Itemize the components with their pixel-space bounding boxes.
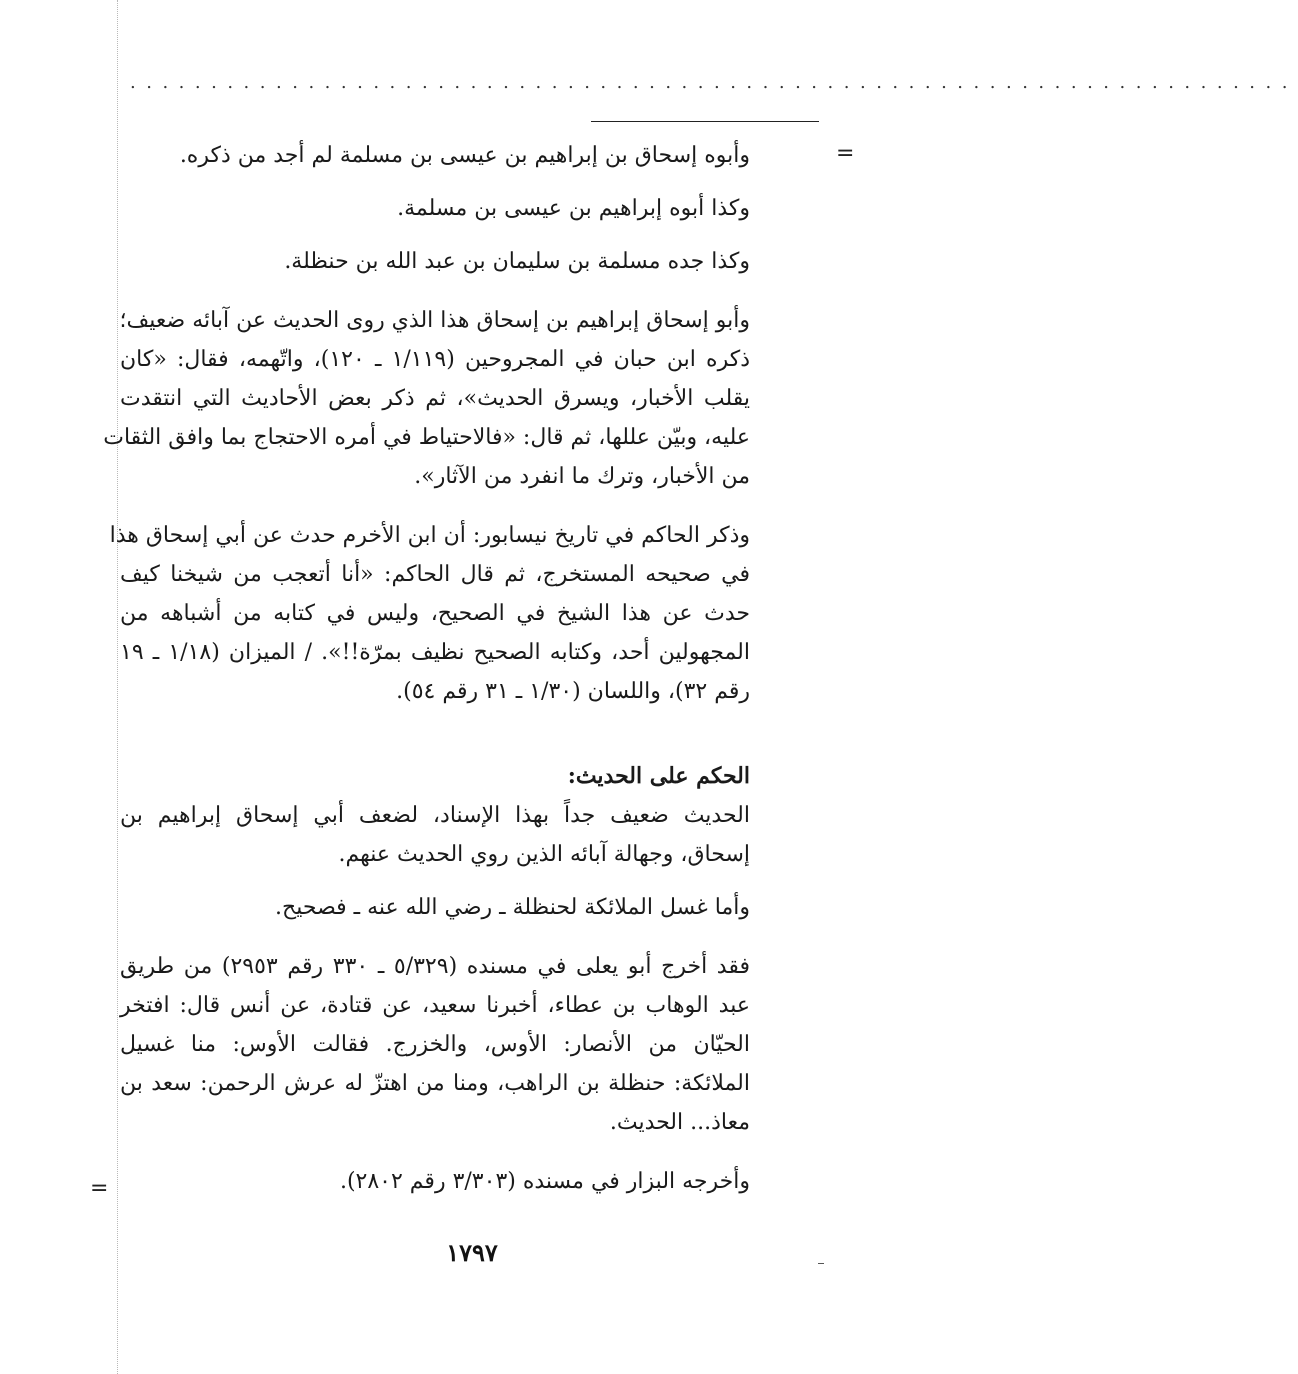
paragraph-line: رقم ٣٢)، واللسان (١/٣٠ ـ ٣١ رقم ٥٤). xyxy=(396,679,750,704)
paragraph-line: يقلب الأخبار، ويسرق الحديث»، ثم ذكر بعض الأحاديث التي انتقدت xyxy=(120,386,750,411)
paragraph-line: معاذ... الحديث. xyxy=(609,1110,750,1135)
page-number: ١٧٩٧ xyxy=(446,1238,498,1267)
paragraph-line: حدث عن هذا الشيخ في الصحيح، وليس في كتابه من أشباهه من xyxy=(120,601,750,626)
paragraph-line: وكذا أبوه إبراهيم بن عيسى بن مسلمة. xyxy=(397,196,750,221)
footnote-body xyxy=(103,136,750,1201)
dotted-separator: ........................................................................ xyxy=(130,72,1298,93)
paragraph-line: وأخرجه البزار في مسنده (٣/٣٠٣ رقم ٢٨٠٢). xyxy=(339,1169,750,1194)
paragraph-line: عبد الوهاب بن عطاء، أخبرنا سعيد، عن قتادة، عن أنس قال: افتخر xyxy=(120,993,750,1018)
margin-tick xyxy=(818,1263,824,1264)
footnote-rule xyxy=(591,121,819,122)
continuation-mark-top: = xyxy=(836,141,855,166)
paragraph-line: الملائكة: حنظلة بن الراهب، ومنا من اهتزّ له عرش الرحمن: سعد بن xyxy=(120,1071,750,1096)
continuation-mark-bottom: = xyxy=(90,1176,109,1201)
paragraph-line: وأبو إسحاق إبراهيم بن إسحاق هذا الذي روى الحديث عن آبائه ضعيف؛ xyxy=(119,308,750,333)
paragraph-line: وأما غسل الملائكة لحنظلة ـ رضي الله عنه ـ فصحيح. xyxy=(275,895,750,920)
scan-edge-line xyxy=(117,0,118,1374)
paragraph-line: الحيّان من الأنصار: الأوس، والخزرج. فقالت الأوس: منا غسيل xyxy=(120,1032,750,1057)
paragraph-line: فقد أخرج أبو يعلى في مسنده (٥/٣٢٩ ـ ٣٣٠ رقم ٢٩٥٣) من طريق xyxy=(120,954,750,979)
section-heading: الحكم على الحديث: xyxy=(567,763,750,789)
paragraph-line: إسحاق، وجهالة آبائه الذين روي الحديث عنهم. xyxy=(338,842,750,867)
paragraph-line: الحديث ضعيف جداً بهذا الإسناد، لضعف أبي إسحاق إبراهيم بن xyxy=(120,803,750,828)
paragraph-line: من الأخبار، وترك ما انفرد من الآثار». xyxy=(414,464,750,489)
paragraph-line: المجهولين أحد، وكتابه الصحيح نظيف بمرّة!!». / الميزان (١/١٨ ـ ١٩ xyxy=(120,640,750,665)
paragraph-line: وكذا جده مسلمة بن سليمان بن عبد الله بن حنظلة. xyxy=(284,249,750,274)
paragraph-line: ذكره ابن حبان في المجروحين (١/١١٩ ـ ١٢٠)، واتّهمه، فقال: «كان xyxy=(120,347,750,372)
paragraph-line: عليه، وبيّن عللها، ثم قال: «فالاحتياط في أمره الاحتجاج بما وافق الثقات xyxy=(103,425,750,450)
paragraph-line: وأبوه إسحاق بن إبراهيم بن عيسى بن مسلمة لم أجد من ذكره. xyxy=(179,143,750,168)
paragraph-line: في صحيحه المستخرج، ثم قال الحاكم: «أنا أتعجب من شيخنا كيف xyxy=(120,562,750,587)
paragraph-line: وذكر الحاكم في تاريخ نيسابور: أن ابن الأخرم حدث عن أبي إسحاق هذا xyxy=(109,523,750,548)
